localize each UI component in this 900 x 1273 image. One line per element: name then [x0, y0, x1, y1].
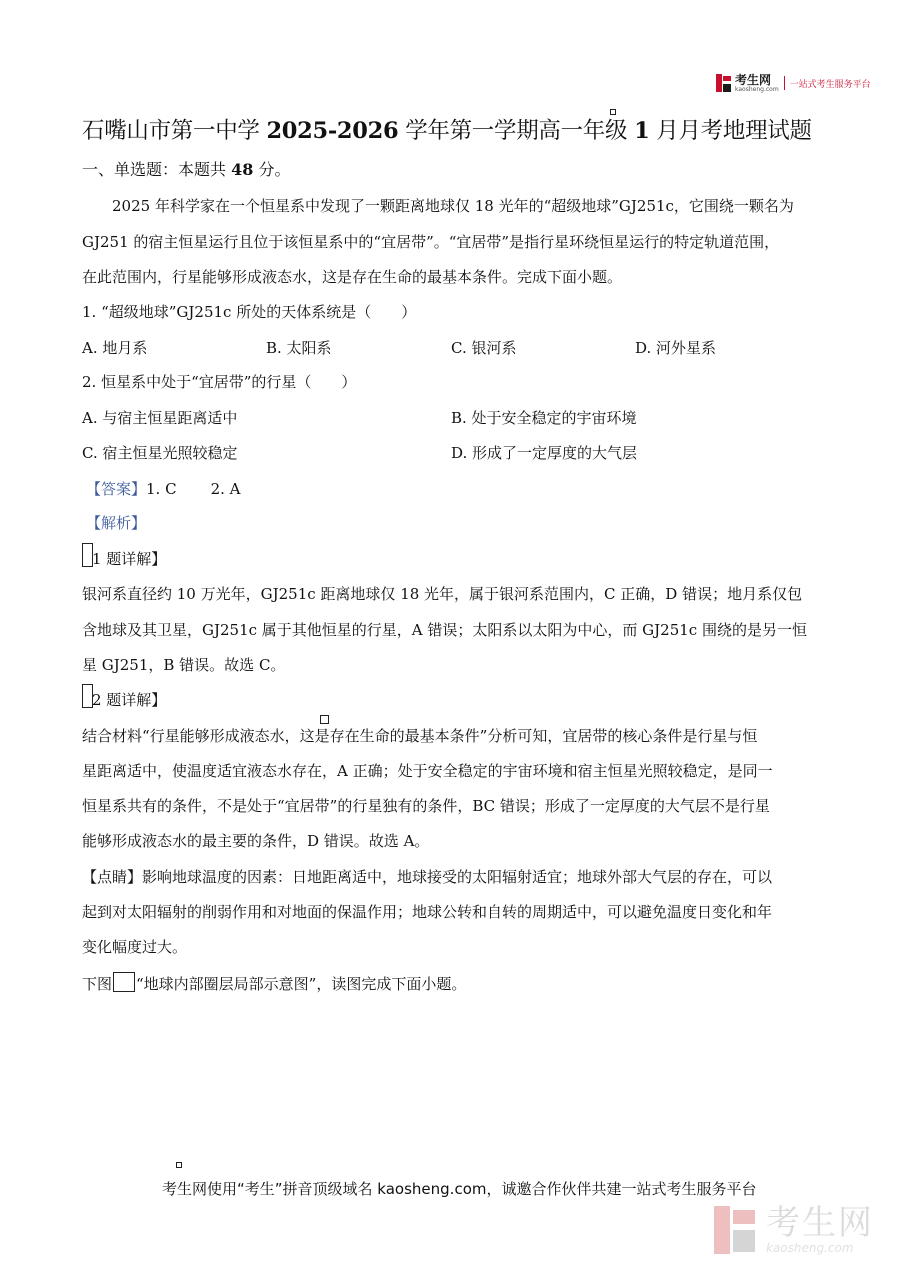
artifact-box-icon — [320, 715, 329, 724]
option-d: D. 形成了一定厚度的大气层 — [451, 444, 638, 462]
passage-line: GJ251 的宿主恒星运行且位于该恒星系中的“宜居带”。“宜居带”是指行星环绕恒星运行的特定轨道范围， — [82, 233, 780, 251]
detail-line: 含地球及其卫星，GJ251c 属于其他恒星的行星，A 错误；太阳系以太阳为中心，而 GJ251c 围绕的是另一恒 — [82, 621, 807, 639]
footer-text: 考生网使用“考生”拼音顶级域名 kaosheng.com，诚邀合作伙伴共建一站式考生服务平台 — [162, 1180, 757, 1198]
watermark-domain: kaosheng.com — [766, 1241, 854, 1255]
passage-line: 在此范围内，行星能够形成液态水，这是存在生命的最基本条件。完成下面小题。 — [82, 268, 623, 286]
brand-domain: kaosheng.com — [735, 85, 779, 93]
detail-line: 能够形成液态水的最主要的条件，D 错误。故选 A。 — [82, 832, 430, 850]
watermark-name: 考生网 — [766, 1203, 874, 1243]
question-stem: 1. “超级地球”GJ251c 所处的天体系统是（ ） — [82, 303, 417, 321]
detail-line: 恒星系共有的条件，不是处于“宜居带”的行星独有的条件，BC 错误；形成了一定厚度的大气层不是行星 — [82, 797, 770, 815]
tip-line: 变化幅度过大。 — [82, 938, 188, 956]
brand-divider — [784, 76, 785, 90]
question-stem: 2. 恒星系中处于“宜居带”的行星（ ） — [82, 373, 357, 391]
detail-line: 星 GJ251，B 错误。故选 C。 — [82, 656, 286, 674]
option-a: A. 地月系 — [82, 339, 148, 357]
detail-heading: 1 题详解】 — [92, 550, 167, 568]
analysis-label: 【解析】 — [86, 514, 147, 532]
detail-line: 银河系直径约 10 万光年，GJ251c 距离地球仅 18 光年，属于银河系范围内，C 正确，D 错误；地月系仅包 — [82, 585, 803, 603]
option-c: C. 宿主恒星光照较稳定 — [82, 444, 238, 462]
tip-line: 起到对太阳辐射的削弱作用和对地面的保温作用；地球公转和自转的周期适中，可以避免温度日变化和年 — [82, 903, 773, 921]
brand-logo-icon — [716, 74, 732, 92]
page-title: 石嘴山市第一中学 2025-2026 学年第一学期高一年级 1 月月考地理试题 — [82, 118, 812, 144]
artifact-box-icon — [176, 1162, 182, 1168]
tip-line: 【点睛】影响地球温度的因素：日地距离适中，地球接受的太阳辐射适宜；地球外部大气层的存在，可以 — [82, 868, 773, 886]
detail-line: 星距离适中，使温度适宜液态水存在，A 正确；处于安全稳定的宇宙环境和宿主恒星光照较稳定，是同一 — [82, 762, 773, 780]
option-b: B. 太阳系 — [266, 339, 332, 357]
brand-slogan: 一站式考生服务平台 — [789, 79, 871, 90]
answer-label: 【答案】 — [86, 480, 147, 498]
option-c: C. 银河系 — [451, 339, 517, 357]
answer-2: 2. A — [210, 480, 241, 498]
section-heading: 一、单选题：本题共 48 分。 — [82, 160, 291, 179]
detail-heading: 2 题详解】 — [92, 691, 167, 709]
detail-line: 结合材料“行星能够形成液态水，这是存在生命的最基本条件”分析可知，宜居带的核心条件是行星与恒 — [82, 727, 758, 745]
option-d: D. 河外星系 — [635, 339, 717, 357]
answer-1: 1. C — [146, 480, 177, 498]
header-brand — [716, 72, 871, 94]
artifact-box-icon — [610, 109, 616, 115]
next-question-intro: 下图 “地球内部圈层局部示意图”，读图完成下面小题。 — [82, 972, 466, 995]
brand-name: 考生网 — [735, 72, 772, 87]
option-a: A. 与宿主恒星距离适中 — [82, 409, 238, 427]
passage-line: 2025 年科学家在一个恒星系中发现了一颗距离地球仅 18 光年的“超级地球”GJ251c，它围绕一颗名为 — [112, 197, 794, 215]
option-b: B. 处于安全稳定的宇宙环境 — [451, 409, 637, 427]
answer-line — [86, 478, 241, 500]
watermark — [714, 1205, 874, 1255]
missing-glyph-box-icon — [113, 972, 135, 992]
watermark-logo-icon — [714, 1206, 758, 1254]
